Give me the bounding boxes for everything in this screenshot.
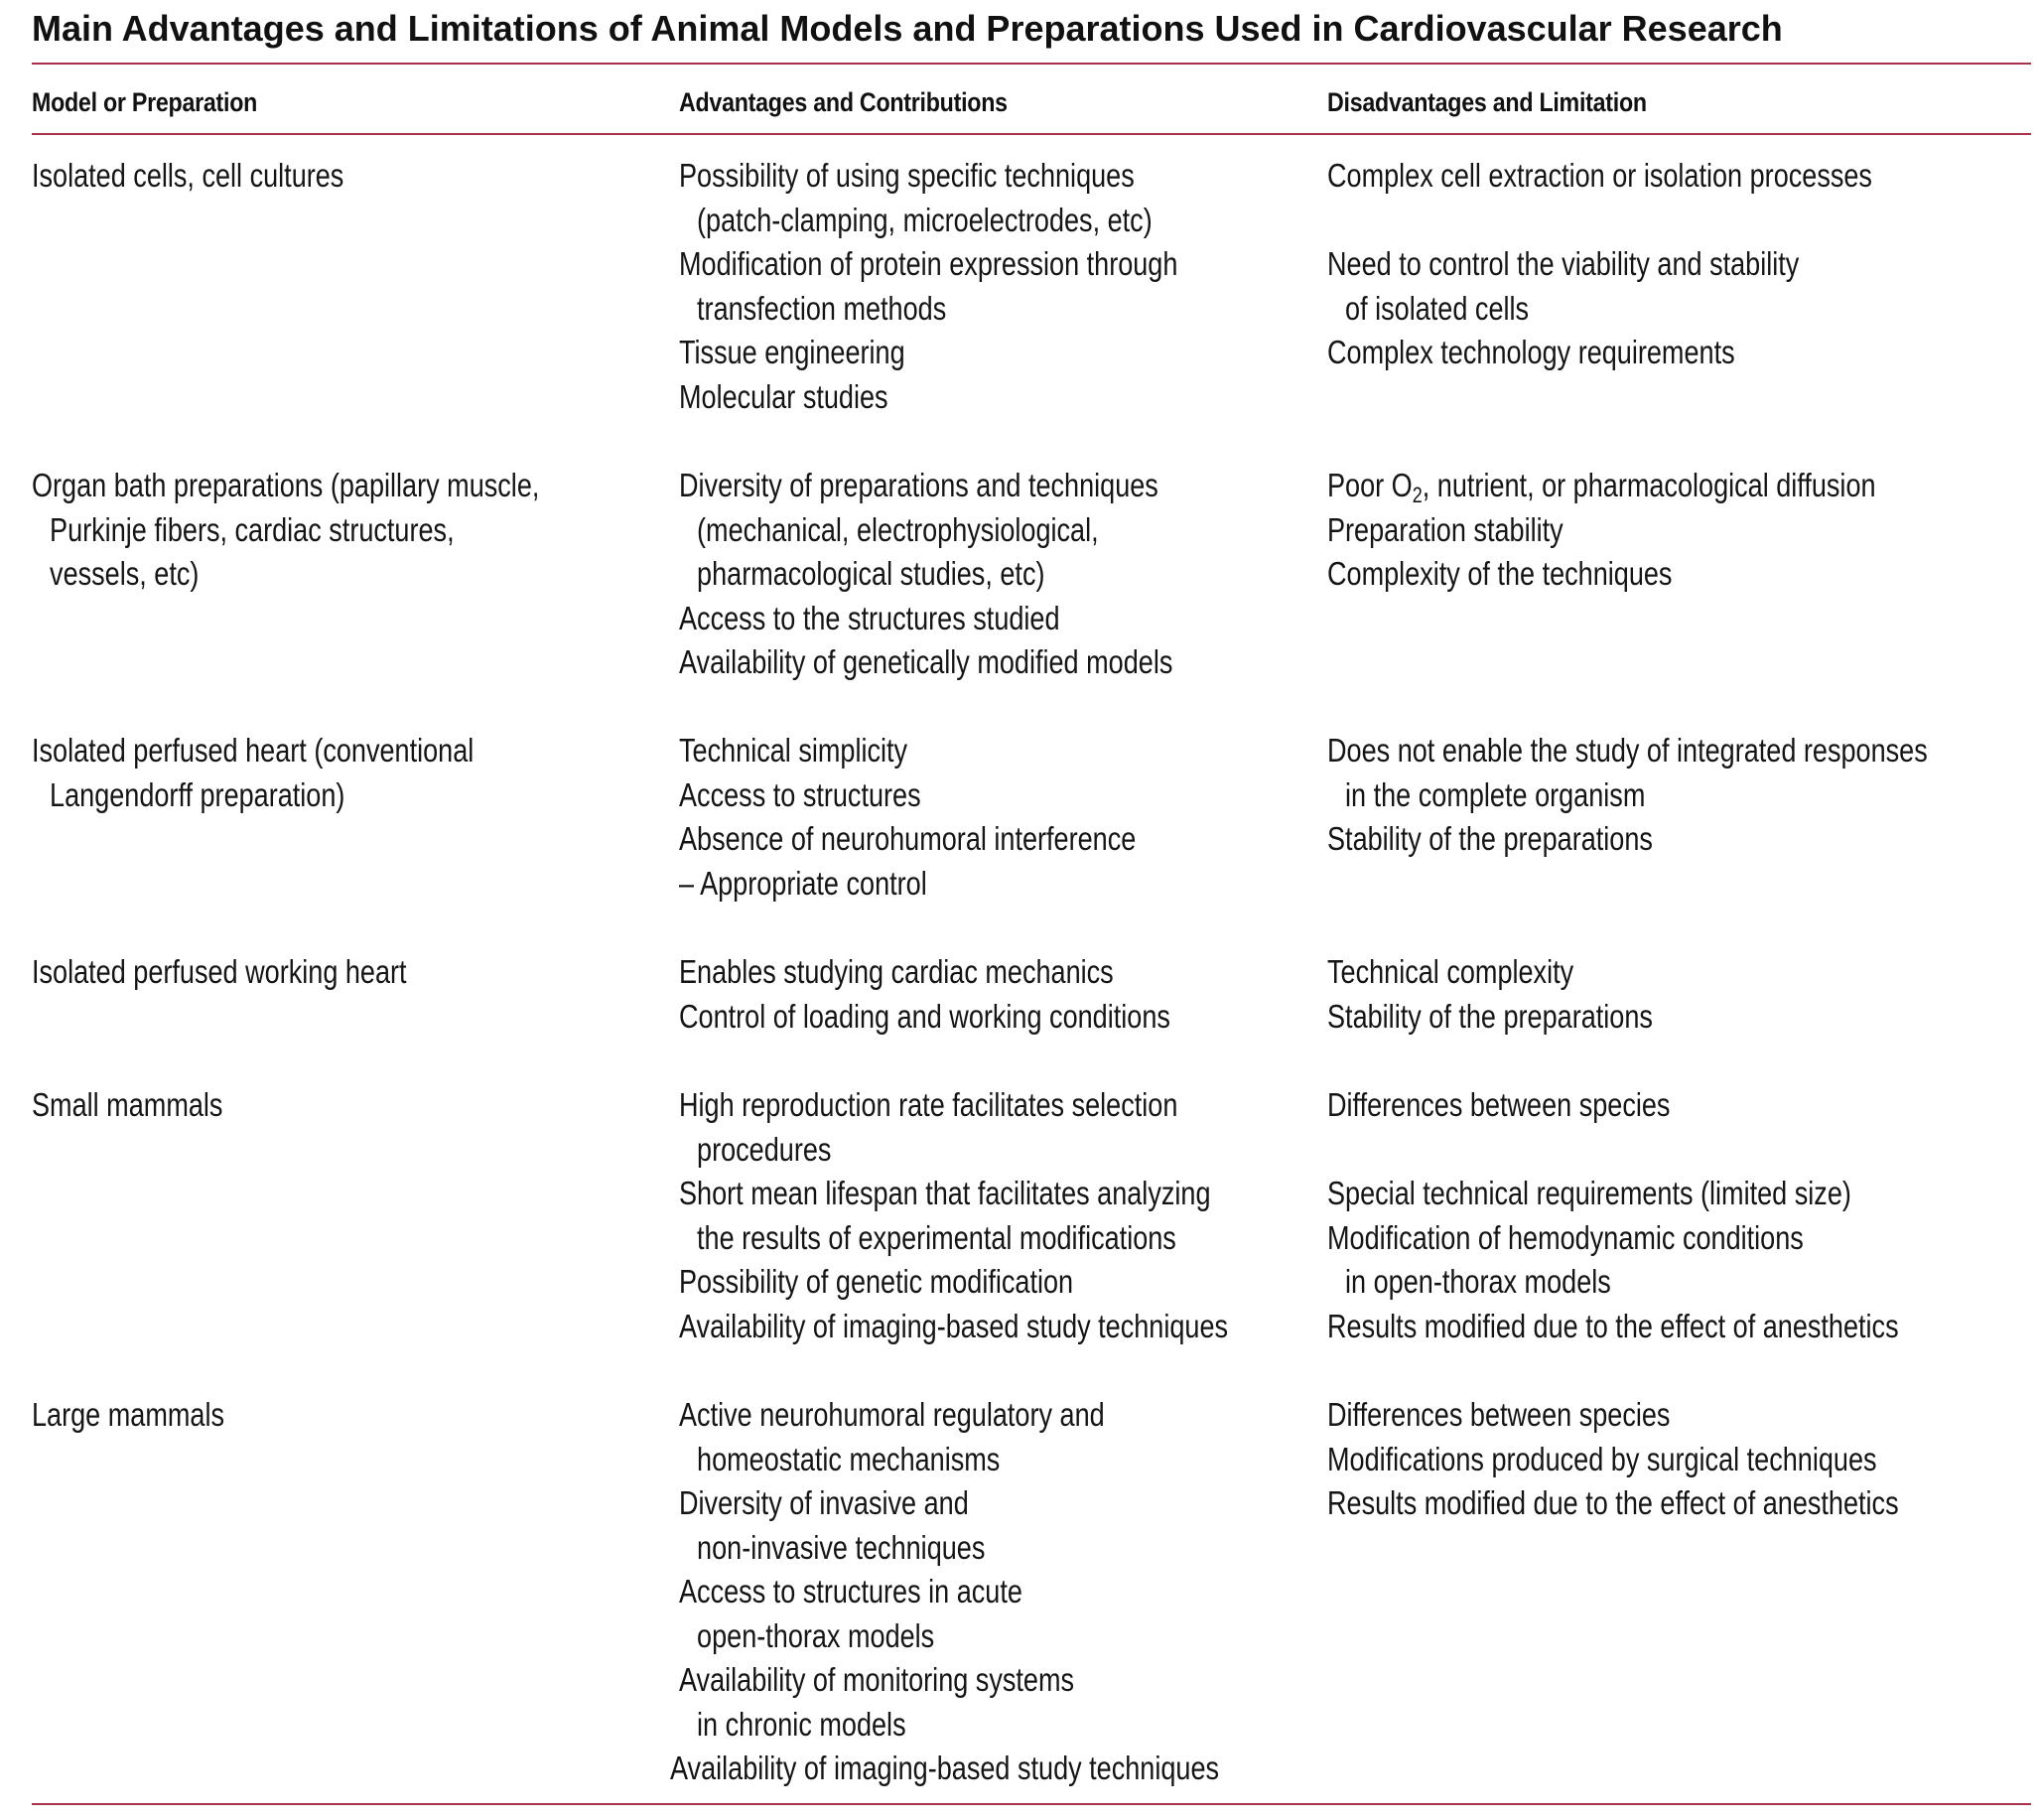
cell-advantages: [679, 950, 1433, 1039]
disadvantage-line: Results modified due to the effect of anesthetics: [1327, 1307, 1899, 1344]
table-header: [0, 82, 2039, 122]
disadvantage-line: Differences between species: [1327, 1086, 1671, 1123]
advantage-line: Availability of imaging-based study techniques: [670, 1750, 1220, 1786]
disadvantage-line: Complexity of the techniques: [1327, 555, 1673, 592]
cell-model: [32, 464, 786, 597]
cell-model: [32, 1393, 786, 1438]
advantage-line: pharmacological studies, etc): [697, 555, 1045, 592]
disadvantage-line: Differences between species: [1327, 1396, 1671, 1433]
cell-model: [32, 154, 786, 199]
table-row: [0, 1083, 2039, 1393]
advantage-line: Short mean lifespan that facilitates analyzing: [679, 1175, 1211, 1211]
cell-model: [32, 950, 786, 995]
disadvantage-line: Modifications produced by surgical techniques: [1327, 1440, 1877, 1477]
advantage-line: Molecular studies: [679, 377, 888, 415]
table-title: Main Advantages and Limitations of Animal Models and Preparations Used in Cardiovascular Research: [32, 8, 1783, 49]
model-line: Small mammals: [32, 1086, 223, 1123]
advantage-line: Tissue engineering: [679, 334, 905, 370]
header-advantages: Advantages and Contributions: [679, 87, 1008, 117]
table-row: [0, 1393, 2039, 1800]
header-model: Model or Preparation: [32, 87, 258, 117]
cell-disadvantages: [1327, 154, 2039, 375]
cell-advantages: [679, 154, 1433, 419]
diffusion-prefix: Poor O: [1327, 467, 1413, 503]
cell-disadvantages: [1327, 464, 2039, 597]
model-line: vessels, etc): [50, 555, 200, 592]
advantage-line: Control of loading and working conditions: [679, 997, 1170, 1035]
model-line: Isolated cells, cell cultures: [32, 157, 344, 194]
advantage-line: Availability of monitoring systems: [679, 1661, 1075, 1698]
advantage-line: Absence of neurohumoral interference: [679, 820, 1137, 857]
disadvantage-line: Does not enable the study of integrated responses: [1327, 732, 1928, 769]
diffusion-suffix: , nutrient, or pharmacological diffusion: [1422, 467, 1876, 503]
model-line: Isolated perfused heart (conventional: [32, 732, 475, 769]
advantage-line: (mechanical, electrophysiological,: [697, 510, 1099, 548]
disadvantage-line: Need to control the viability and stability: [1327, 245, 1800, 282]
top-rule: [32, 63, 2031, 65]
advantage-line: (patch-clamping, microelectrodes, etc): [697, 201, 1153, 238]
advantage-line: Diversity of preparations and techniques: [679, 467, 1158, 503]
disadvantage-line: Special technical requirements (limited size): [1327, 1175, 1851, 1211]
cell-disadvantages: [1327, 729, 2039, 862]
advantage-line: Access to structures: [679, 775, 921, 813]
cell-disadvantages: [1327, 950, 2039, 1039]
advantage-line: Availability of imaging-based study techniques: [679, 1307, 1229, 1344]
disadvantage-line: Stability of the preparations: [1327, 997, 1653, 1035]
table-row: [0, 154, 2039, 464]
advantage-line: open-thorax models: [697, 1616, 935, 1654]
disadvantage-line-diffusion: [1327, 464, 1946, 508]
advantage-line: the results of experimental modifications: [697, 1218, 1176, 1256]
advantage-line: non-invasive techniques: [697, 1528, 986, 1566]
disadvantage-line: in open-thorax models: [1345, 1263, 1611, 1300]
cell-advantages: [679, 464, 1433, 685]
disadvantage-line: Technical complexity: [1327, 953, 1574, 990]
disadvantage-line: in the complete organism: [1345, 775, 1646, 813]
cell-disadvantages: [1327, 1393, 2039, 1526]
advantage-line: Access to structures in acute: [679, 1573, 1022, 1610]
advantage-line: in chronic models: [697, 1705, 906, 1743]
cell-model: [32, 1083, 786, 1128]
table-row: [0, 464, 2039, 729]
disadvantage-line: of isolated cells: [1345, 289, 1530, 327]
model-line: Langendorff preparation): [50, 775, 345, 813]
advantage-line: Modification of protein expression through: [679, 245, 1178, 282]
disadvantage-line: Preparation stability: [1327, 510, 1563, 548]
cell-model: [32, 729, 786, 817]
bottom-rule: [32, 1803, 2031, 1805]
advantage-line: Enables studying cardiac mechanics: [679, 953, 1114, 990]
disadvantage-line: Results modified due to the effect of anesthetics: [1327, 1484, 1899, 1521]
advantage-line: Availability of genetically modified models: [679, 643, 1173, 680]
disadvantage-line: Modification of hemodynamic conditions: [1327, 1218, 1804, 1256]
model-line: Purkinje fibers, cardiac structures,: [50, 510, 455, 548]
oxygen-subscript: 2: [1412, 483, 1423, 507]
model-line: Isolated perfused working heart: [32, 953, 407, 990]
cell-advantages: [670, 1393, 1433, 1791]
advantage-line: – Appropriate control: [679, 864, 927, 902]
header-rule: [32, 133, 2031, 135]
advantage-line: Diversity of invasive and: [679, 1484, 969, 1521]
model-line: Organ bath preparations (papillary muscle,: [32, 467, 540, 503]
disadvantage-line: Stability of the preparations: [1327, 820, 1653, 857]
advantage-line: Possibility of using specific techniques: [679, 157, 1135, 194]
cell-advantages: [679, 1083, 1433, 1348]
advantage-line: procedures: [697, 1130, 832, 1168]
advantage-line: Possibility of genetic modification: [679, 1263, 1074, 1300]
table-body: [0, 154, 2039, 1800]
advantage-line: homeostatic mechanisms: [697, 1440, 1001, 1477]
advantage-line: High reproduction rate facilitates selection: [679, 1086, 1178, 1123]
cell-disadvantages: [1327, 1083, 2039, 1348]
advantage-line: Access to the structures studied: [679, 599, 1060, 636]
cell-advantages: [679, 729, 1433, 906]
advantage-line: Technical simplicity: [679, 732, 908, 769]
table-row: [0, 729, 2039, 950]
table-row: [0, 950, 2039, 1083]
disadvantage-line: Complex technology requirements: [1327, 334, 1735, 370]
advantage-line: transfection methods: [697, 289, 947, 327]
advantage-line: Active neurohumoral regulatory and: [679, 1396, 1105, 1433]
model-line: Large mammals: [32, 1396, 224, 1433]
header-disadvantages: Disadvantages and Limitation: [1327, 87, 1647, 117]
disadvantage-line: Complex cell extraction or isolation processes: [1327, 157, 1872, 194]
